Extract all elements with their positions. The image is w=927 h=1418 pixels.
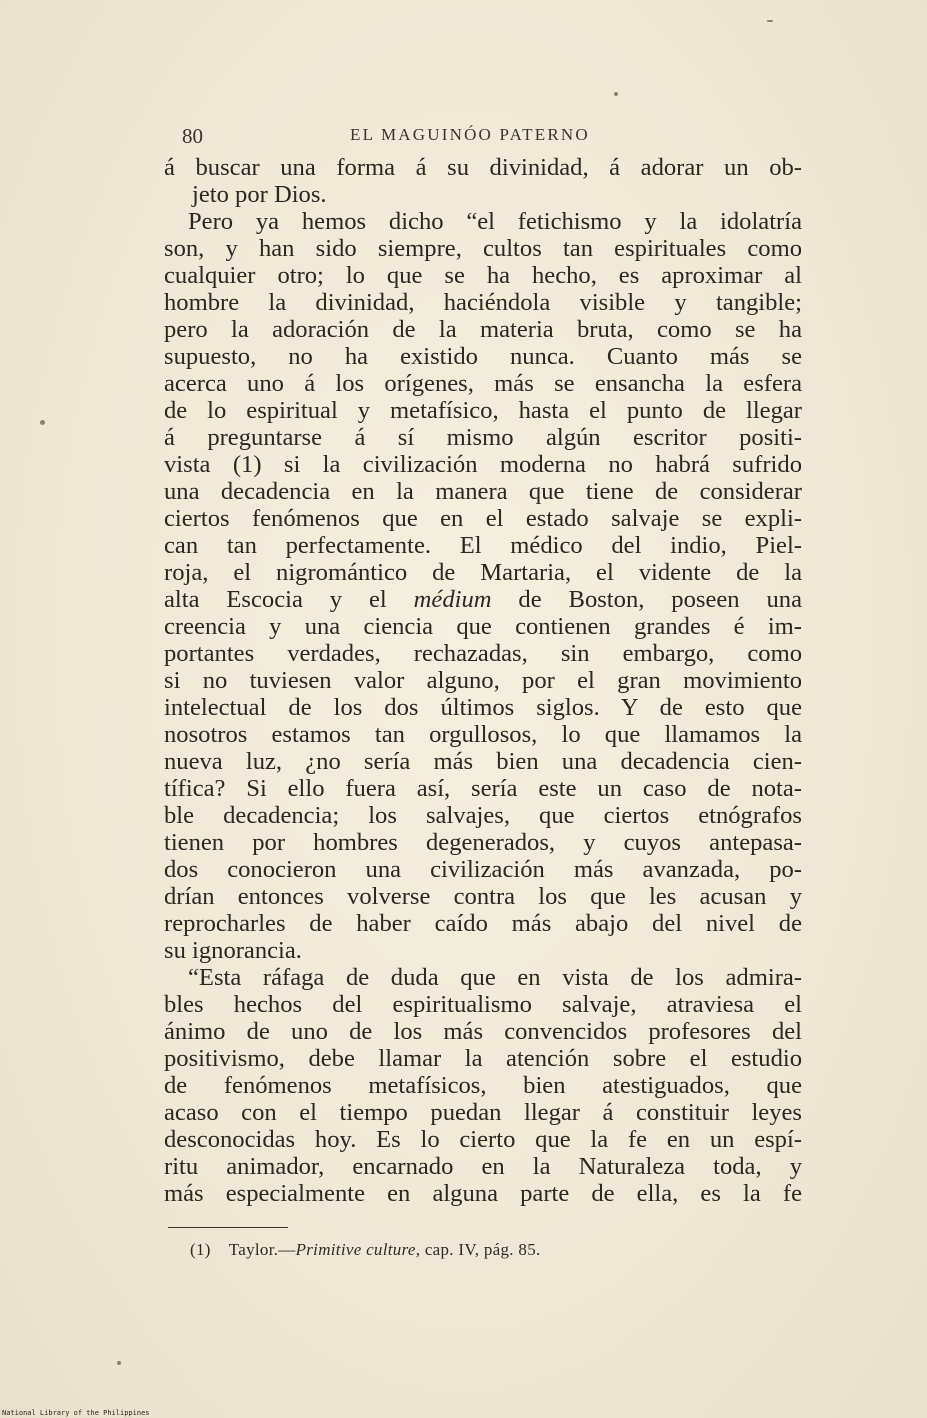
- text-segment: de Boston, poseen una: [491, 586, 802, 613]
- text-line: portantes verdades, rechazadas, sin embargo, como: [164, 640, 802, 667]
- text-line: acerca uno á los orígenes, más se ensancha la esfera: [164, 370, 802, 397]
- italic-term: médium: [413, 586, 492, 613]
- text-line: si no tuviesen valor alguno, por el gran movimiento: [164, 667, 802, 694]
- footnote-divider: [168, 1227, 288, 1228]
- text-line: intelectual de los dos últimos siglos. Y de esto que: [164, 694, 802, 721]
- text-line: ánimo de uno de los más convencidos profesores del: [164, 1018, 802, 1045]
- footnote-work-title: Primitive culture,: [295, 1240, 421, 1259]
- text-line: reprocharles de haber caído más abajo del nivel de: [164, 910, 802, 937]
- paragraph-start-line: Pero ya hemos dicho “el fetichismo y la idolatría: [188, 208, 802, 235]
- body-text: [164, 154, 802, 1207]
- footnote: [190, 1240, 541, 1260]
- text-line: jeto por Dios.: [192, 181, 327, 208]
- text-line: dos conocieron una civilización más avanzada, po-: [164, 856, 802, 883]
- text-segment: alta Escocia y el: [164, 586, 414, 613]
- text-line: una decadencia en la manera que tiene de considerar: [164, 478, 802, 505]
- text-line: de fenómenos metafísicos, bien atestiguados, que: [164, 1072, 802, 1099]
- footnote-author: Taylor.—: [228, 1240, 296, 1259]
- library-credit: National Library of the Philippines: [2, 1409, 150, 1417]
- page-number: 80: [182, 124, 203, 148]
- text-line: ble decadencia; los salvajes, que ciertos etnógrafos: [164, 802, 802, 829]
- text-line: cualquier otro; lo que se ha hecho, es aproximar al: [164, 262, 802, 289]
- text-line: á buscar una forma á su divinidad, á adorar un ob-: [164, 154, 802, 181]
- footnote-reference: cap. IV, pág. 85.: [420, 1240, 541, 1259]
- text-line: desconocidas hoy. Es lo cierto que la fe en un espí-: [164, 1126, 802, 1153]
- text-line: tienen por hombres degenerados, y cuyos antepasa-: [164, 829, 802, 856]
- text-line: tífica? Si ello fuera así, sería este un caso de nota-: [164, 775, 802, 802]
- page-header: [178, 120, 810, 150]
- text-line: hombre la divinidad, haciéndola visible y tangible;: [164, 289, 802, 316]
- text-line: ritu animador, encarnado en la Naturaleza toda, y: [164, 1153, 802, 1180]
- text-line: positivismo, debe llamar la atención sobre el estudio: [164, 1045, 802, 1072]
- text-line-with-italic: [164, 586, 802, 613]
- text-line: creencia y una ciencia que contienen grandes é im-: [164, 613, 802, 640]
- text-line: nueva luz, ¿no sería más bien una decadencia cien-: [164, 748, 802, 775]
- text-line: de lo espiritual y metafísico, hasta el punto de llegar: [164, 397, 802, 424]
- text-line: drían entonces volverse contra los que les acusan y: [164, 883, 802, 910]
- scan-speck: [614, 92, 618, 96]
- text-line: roja, el nigromántico de Martaria, el vidente de la: [164, 559, 802, 586]
- scan-speck: [767, 20, 773, 22]
- text-line: pero la adoración de la materia bruta, como se ha: [164, 316, 802, 343]
- scan-speck: [117, 1361, 121, 1365]
- text-line: más especialmente en alguna parte de ella, es la fe: [164, 1180, 802, 1207]
- text-line: ciertos fenómenos que en el estado salvaje se expli-: [164, 505, 802, 532]
- running-title: EL MAGUINÓO PATERNO: [350, 125, 590, 144]
- text-line: su ignorancia.: [164, 937, 302, 964]
- text-line: acaso con el tiempo puedan llegar á constituir leyes: [164, 1099, 802, 1126]
- scan-speck: [40, 420, 45, 425]
- paragraph-start-line: “Esta ráfaga de duda que en vista de los admira-: [188, 964, 802, 991]
- text-line: can tan perfectamente. El médico del indio, Piel-: [164, 532, 802, 559]
- text-line: vista (1) si la civilización moderna no habrá sufrido: [164, 451, 802, 478]
- text-line: nosotros estamos tan orgullosos, lo que llamamos la: [164, 721, 802, 748]
- text-line: bles hechos del espiritualismo salvaje, atraviesa el: [164, 991, 802, 1018]
- text-line: son, y han sido siempre, cultos tan espirituales como: [164, 235, 802, 262]
- footnote-marker: (1): [190, 1240, 211, 1259]
- text-line: á preguntarse á sí mismo algún escritor positi-: [164, 424, 802, 451]
- text-line: supuesto, no ha existido nunca. Cuanto más se: [164, 343, 802, 370]
